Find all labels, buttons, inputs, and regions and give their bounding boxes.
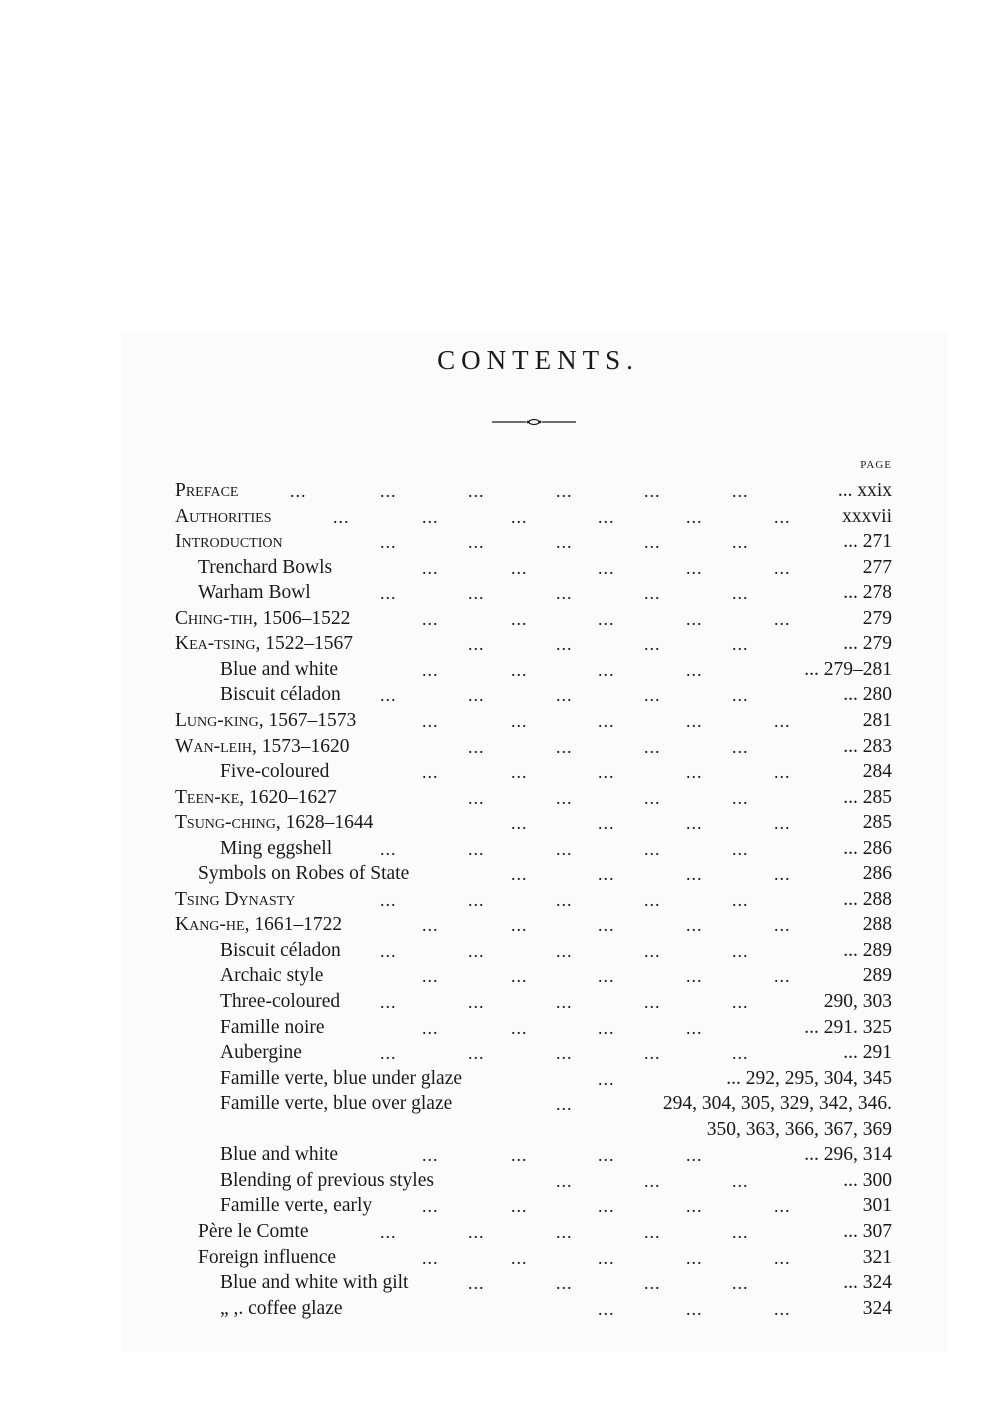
leader-dots: ...: [644, 736, 661, 757]
toc-entry: [0, 1143, 892, 1167]
leader-dots: ...: [686, 1247, 703, 1268]
toc-entry-title: Lung-king, 1567–1573: [175, 709, 357, 731]
leader-dots: ...: [468, 736, 485, 757]
leader-dots: ...: [468, 787, 485, 808]
toc-entry-page: 288: [862, 914, 892, 936]
toc-entry: [0, 913, 892, 937]
leader-dots: ...: [598, 710, 615, 731]
leader-dots: ...: [732, 940, 749, 961]
leader-dots: ...: [380, 1043, 397, 1064]
toc-entry-page: 301: [862, 1195, 892, 1217]
leader-dots: ...: [468, 889, 485, 910]
leader-dots: ...: [774, 710, 791, 731]
leader-dots: ...: [468, 1221, 485, 1242]
leader-dots: ...: [380, 889, 397, 910]
toc-entry-page: 281: [862, 709, 892, 731]
toc-entry: [0, 505, 892, 529]
leader-dots: ...: [644, 481, 661, 501]
leader-dots: ...: [774, 557, 791, 578]
leader-dots: ...: [511, 813, 528, 834]
leader-dots: ...: [774, 966, 791, 987]
leader-dots: ...: [422, 506, 439, 527]
toc-entry-title: Authorities: [175, 505, 272, 527]
leader-dots: ...: [686, 1017, 703, 1038]
leader-dots: ...: [598, 864, 615, 885]
leader-dots: ...: [644, 634, 661, 655]
toc-entry: [0, 1067, 892, 1091]
leader-dots: ...: [686, 659, 703, 680]
leader-dots: ...: [774, 1247, 791, 1268]
toc-entry-page: ... 307: [843, 1220, 892, 1242]
leader-dots: ...: [333, 506, 350, 527]
toc-entry: [0, 1271, 892, 1295]
toc-entry-page: 285: [862, 812, 892, 834]
leader-dots: ...: [598, 1017, 615, 1038]
leader-dots: ...: [598, 762, 615, 783]
leader-dots: ...: [774, 864, 791, 885]
toc-entry: [0, 964, 892, 988]
toc-entry: [0, 1118, 892, 1142]
leader-dots: ...: [556, 838, 573, 859]
leader-dots: ...: [556, 1221, 573, 1242]
leader-dots: ...: [468, 685, 485, 706]
leader-dots: ...: [511, 710, 528, 731]
leader-dots: ...: [774, 762, 791, 783]
leader-dots: ...: [511, 1196, 528, 1217]
toc-entry-title: Symbols on Robes of State: [198, 863, 410, 885]
leader-dots: ...: [468, 634, 485, 655]
leader-dots: ...: [598, 813, 615, 834]
toc-entry: [0, 607, 892, 631]
toc-entry-page: 277: [862, 556, 892, 578]
toc-entry-page: 286: [862, 863, 892, 885]
leader-dots: ...: [732, 1221, 749, 1242]
toc-entry: [0, 735, 892, 759]
leader-dots: ...: [511, 966, 528, 987]
toc-entry-title: Père le Comte: [198, 1220, 309, 1242]
toc-entry-title: Wan-leih, 1573–1620: [175, 735, 350, 757]
leader-dots: ...: [511, 864, 528, 885]
leader-dots: ...: [732, 787, 749, 808]
leader-dots: ...: [598, 1145, 615, 1166]
toc-entry-title: Famille verte, blue over glaze: [220, 1093, 453, 1115]
toc-entry-page: 279: [862, 607, 892, 629]
leader-dots: ...: [644, 583, 661, 604]
leader-dots: ...: [511, 762, 528, 783]
leader-dots: ...: [686, 762, 703, 783]
toc-entry-title: Kang-he, 1661–1722: [175, 914, 343, 936]
leader-dots: ...: [732, 583, 749, 604]
leader-dots: ...: [468, 481, 485, 501]
toc-entry: [0, 837, 892, 861]
leader-dots: ...: [774, 506, 791, 527]
leader-dots: ...: [468, 838, 485, 859]
toc-entry-page: 290, 303: [823, 991, 892, 1012]
toc-entry: [0, 1041, 892, 1065]
toc-entry-page: 289: [862, 965, 892, 987]
leader-dots: ...: [468, 1043, 485, 1064]
leader-dots: ...: [468, 532, 485, 553]
leader-dots: ...: [732, 889, 749, 910]
leader-dots: ...: [644, 787, 661, 808]
leader-dots: ...: [380, 838, 397, 859]
leader-dots: ...: [686, 710, 703, 731]
toc-entry-page: 284: [862, 761, 892, 783]
toc-entry-title: Famille verte, blue under glaze: [220, 1067, 463, 1089]
leader-dots: ...: [556, 1170, 573, 1191]
toc-entry: [0, 990, 892, 1014]
leader-dots: ...: [598, 659, 615, 680]
toc-entry: [0, 1016, 892, 1040]
leader-dots: ...: [732, 992, 749, 1012]
leader-dots: ...: [598, 557, 615, 578]
leader-dots: ...: [468, 1273, 485, 1294]
leader-dots: ...: [511, 1017, 528, 1038]
toc-entry-page: 321: [862, 1246, 892, 1268]
leader-dots: ...: [774, 1298, 791, 1319]
toc-entry-page: ... 279–281: [804, 658, 892, 680]
leader-dots: ...: [644, 940, 661, 961]
toc-entry-page: ... 283: [843, 735, 892, 757]
leader-dots: ...: [644, 992, 661, 1012]
leader-dots: ...: [598, 1068, 615, 1089]
leader-dots: ...: [468, 992, 485, 1012]
toc-entry: [0, 1092, 892, 1116]
leader-dots: ...: [686, 506, 703, 527]
leader-dots: ...: [556, 940, 573, 961]
toc-entry-page: ... 296, 314: [804, 1144, 892, 1166]
leader-dots: ...: [468, 583, 485, 604]
leader-dots: ...: [556, 634, 573, 655]
leader-dots: ...: [644, 838, 661, 859]
leader-dots: ...: [556, 583, 573, 604]
leader-dots: ...: [598, 915, 615, 936]
toc-entry: [0, 683, 892, 707]
toc-entry-title: „ ,. coffee glaze: [220, 1297, 343, 1319]
leader-dots: ...: [380, 940, 397, 961]
toc-entry-page: ... 279: [843, 633, 892, 655]
toc-entry-title: Kea-tsing, 1522–1567: [175, 633, 353, 655]
leader-dots: ...: [511, 1247, 528, 1268]
toc-entry: [0, 1220, 892, 1244]
leader-dots: ...: [422, 557, 439, 578]
leader-dots: ...: [732, 1273, 749, 1294]
toc-entry-title: Teen-ke, 1620–1627: [175, 786, 337, 808]
leader-dots: ...: [380, 1221, 397, 1242]
leader-dots: ...: [556, 1043, 573, 1064]
leader-dots: ...: [422, 1145, 439, 1166]
toc-entry-title: Introduction: [175, 531, 283, 553]
toc-entry: [0, 658, 892, 682]
leader-dots: ...: [686, 1145, 703, 1166]
leader-dots: ...: [380, 992, 397, 1012]
toc-entry-title: Trenchard Bowls: [198, 556, 333, 578]
leader-dots: ...: [732, 481, 749, 501]
leader-dots: ...: [732, 532, 749, 553]
leader-dots: ...: [556, 787, 573, 808]
leader-dots: ...: [422, 915, 439, 936]
leader-dots: ...: [644, 685, 661, 706]
toc-entry: [0, 1246, 892, 1270]
leader-dots: ...: [686, 864, 703, 885]
leader-dots: ...: [422, 659, 439, 680]
toc-entry-page: xxxvii: [842, 505, 892, 527]
leader-dots: ...: [732, 838, 749, 859]
toc-entry-title: Archaic style: [220, 965, 324, 987]
leader-dots: ...: [422, 710, 439, 731]
toc-entry-title: Blue and white with gilt: [220, 1272, 409, 1294]
toc-entry-title: Blending of previous styles: [220, 1169, 434, 1191]
toc-entry-title: Aubergine: [220, 1042, 302, 1064]
toc-entry-title: Foreign influence: [198, 1246, 337, 1268]
toc-entry: [0, 632, 892, 656]
leader-dots: ...: [556, 889, 573, 910]
leader-dots: ...: [598, 506, 615, 527]
toc-entry-page: ... 278: [843, 582, 892, 604]
leader-dots: ...: [686, 1298, 703, 1319]
leader-dots: ...: [732, 736, 749, 757]
toc-entry-title: Blue and white: [220, 1144, 339, 1166]
leader-dots: ...: [511, 506, 528, 527]
leader-dots: ...: [686, 557, 703, 578]
leader-dots: ...: [732, 1170, 749, 1191]
leader-dots: ...: [686, 915, 703, 936]
leader-dots: ...: [732, 1043, 749, 1064]
leader-dots: ...: [598, 966, 615, 987]
toc-entry-page: ... 280: [843, 684, 892, 706]
toc-entry-page: 350, 363, 366, 367, 369: [706, 1118, 892, 1140]
leader-dots: ...: [644, 1221, 661, 1242]
leader-dots: ...: [598, 1196, 615, 1217]
toc-entry-title: Five-coloured: [220, 761, 330, 783]
toc-entry-page: 324: [862, 1297, 892, 1319]
leader-dots: ...: [556, 736, 573, 757]
leader-dots: ...: [774, 1196, 791, 1217]
toc-entry-page: ... 291: [843, 1042, 892, 1064]
leader-dots: ...: [422, 608, 439, 629]
leader-dots: ...: [380, 532, 397, 553]
leader-dots: ...: [644, 1170, 661, 1191]
page-column-header: PAGE: [860, 459, 892, 471]
toc-entry: [0, 479, 892, 503]
leader-dots: ...: [556, 992, 573, 1012]
leader-dots: ...: [556, 1273, 573, 1294]
leader-dots: ...: [511, 608, 528, 629]
leader-dots: ...: [556, 1094, 573, 1115]
toc-entry-title: Famille noire: [220, 1016, 325, 1038]
leader-dots: ...: [774, 608, 791, 629]
toc-entry-title: Famille verte, early: [220, 1195, 373, 1217]
leader-dots: ...: [468, 940, 485, 961]
toc-entry-page: ... 292, 295, 304, 345: [726, 1067, 892, 1089]
toc-entry: [0, 1169, 892, 1193]
leader-dots: ...: [511, 1145, 528, 1166]
toc-entry-title: Biscuit céladon: [220, 939, 341, 961]
toc-entry-page: ... 300: [843, 1169, 892, 1191]
leader-dots: ...: [422, 1017, 439, 1038]
page-title: CONTENTS.: [437, 345, 639, 375]
leader-dots: ...: [598, 608, 615, 629]
leader-dots: ...: [732, 685, 749, 706]
leader-dots: ...: [290, 481, 307, 501]
toc-entry-page: ... 289: [843, 939, 892, 961]
leader-dots: ...: [422, 762, 439, 783]
toc-entry: [0, 530, 892, 554]
leader-dots: ...: [422, 1196, 439, 1217]
leader-dots: ...: [644, 532, 661, 553]
toc-entry-page: ... 286: [843, 837, 892, 859]
toc-entry: [0, 786, 892, 810]
toc-entry-page: 294, 304, 305, 329, 342, 346.: [662, 1093, 892, 1115]
leader-dots: ...: [422, 966, 439, 987]
leader-dots: ...: [686, 1196, 703, 1217]
leader-dots: ...: [732, 634, 749, 655]
leader-dots: ...: [644, 1273, 661, 1294]
toc-entry: [0, 581, 892, 605]
toc-entry: [0, 1194, 892, 1218]
toc-entry: [0, 811, 892, 835]
leader-dots: ...: [380, 481, 397, 501]
leader-dots: ...: [511, 915, 528, 936]
toc-entry-title: Warham Bowl: [198, 582, 311, 604]
toc-entry-title: Ming eggshell: [220, 837, 333, 859]
leader-dots: ...: [644, 889, 661, 910]
leader-dots: ...: [380, 685, 397, 706]
leader-dots: ...: [598, 1298, 615, 1319]
toc-entry-title: Tsung-ching, 1628–1644: [175, 812, 374, 834]
leader-dots: ...: [511, 557, 528, 578]
leader-dots: ...: [686, 966, 703, 987]
toc-entry-page: ... 288: [843, 888, 892, 910]
toc-entry-page: ... 271: [843, 531, 892, 553]
leader-dots: ...: [686, 813, 703, 834]
toc-entry-title: Preface: [175, 480, 239, 501]
leader-dots: ...: [556, 685, 573, 706]
toc-entry: [0, 760, 892, 784]
leader-dots: ...: [774, 915, 791, 936]
leader-dots: ...: [644, 1043, 661, 1064]
toc-entry-page: ... 291. 325: [804, 1016, 892, 1038]
toc-entry-title: Tsing Dynasty: [175, 888, 296, 910]
toc-entry: [0, 1297, 892, 1321]
toc-entry-page: ... 324: [843, 1272, 892, 1294]
leader-dots: ...: [556, 532, 573, 553]
leader-dots: ...: [511, 659, 528, 680]
toc-entry-title: Three-coloured: [220, 991, 341, 1012]
leader-dots: ...: [686, 608, 703, 629]
toc-entry-title: Ching-tih, 1506–1522: [175, 607, 351, 629]
toc-entry-title: Blue and white: [220, 658, 339, 680]
leader-dots: ...: [380, 583, 397, 604]
leader-dots: ...: [774, 813, 791, 834]
toc-entry-page: ... xxix: [837, 480, 892, 501]
toc-entry: [0, 862, 892, 886]
leader-dots: ...: [556, 481, 573, 501]
toc-entry: [0, 888, 892, 912]
toc-entry: [0, 939, 892, 963]
leader-dots: ...: [422, 1247, 439, 1268]
toc-entry-page: ... 285: [843, 786, 892, 808]
toc-entry: [0, 556, 892, 580]
toc-entry-title: Biscuit céladon: [220, 684, 341, 706]
toc-entry: [0, 709, 892, 733]
leader-dots: ...: [598, 1247, 615, 1268]
